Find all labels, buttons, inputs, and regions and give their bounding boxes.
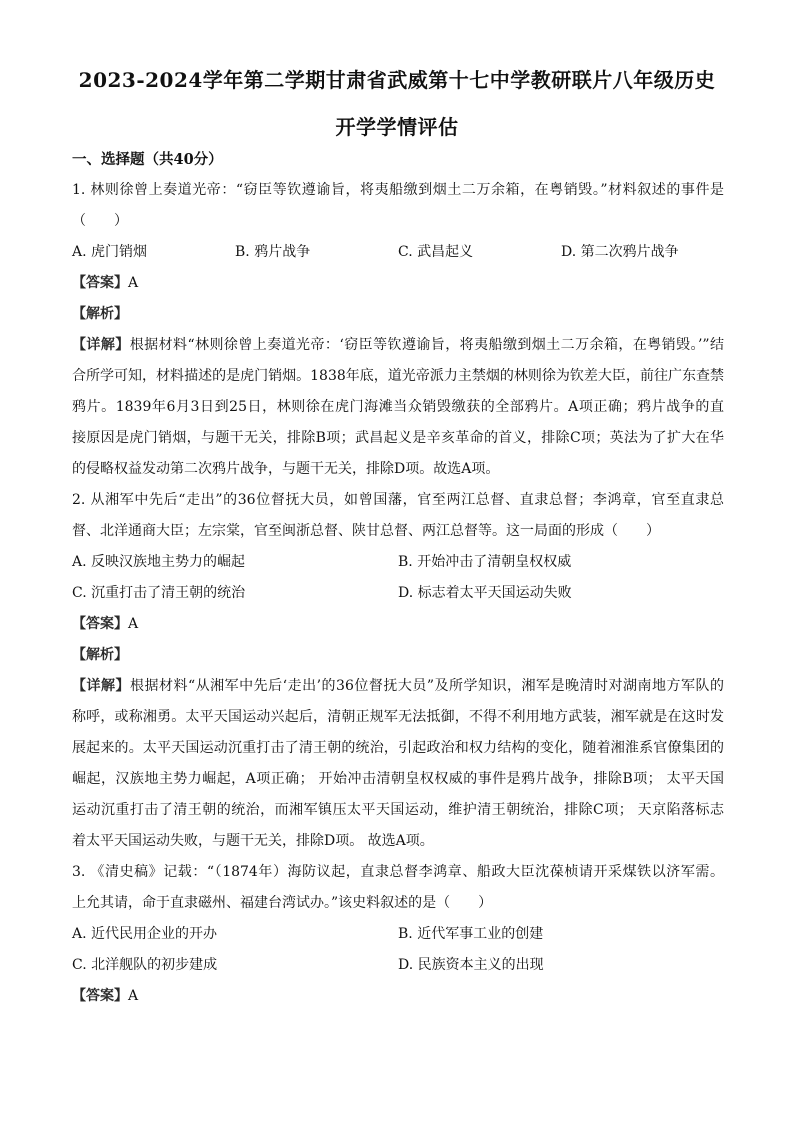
exam-content bbox=[72, 145, 724, 1012]
question-3-options-row-1 bbox=[72, 919, 724, 950]
question-2-options-row-2 bbox=[72, 578, 724, 609]
explanation-line: 的侵略权益发动第二次鸦片战争，与题干无关，排除D项。故选A项。 bbox=[72, 461, 500, 477]
option-c: C. 北洋舰队的初步建成 bbox=[72, 957, 218, 973]
option-a: A. 虎门销烟 bbox=[72, 244, 148, 260]
explanation-line: 运动沉重打击了清王朝的统治，而湘军镇压太平天国运动，维护清王朝统治，排除C项； 天京陷落标志 bbox=[72, 802, 724, 818]
explanation-text: 根据材料“从湘军中先后‘走出’的36位督抚大员”及所学知识，湘军是晚清时对湖南地方军队的 bbox=[130, 678, 724, 694]
section-heading: 一、选择题（共40分） bbox=[72, 151, 223, 168]
question-1-explanation bbox=[72, 330, 724, 485]
analysis-tag: 【解析】 bbox=[72, 306, 128, 322]
stem-line: 上允其请，命于直隶磁州、福建台湾试办。”该史料叙述的是（ ） bbox=[72, 895, 493, 911]
option-d: D. 第二次鸦片战争 bbox=[561, 244, 679, 260]
question-2-options-row-1 bbox=[72, 547, 724, 578]
explanation-line bbox=[72, 330, 724, 361]
question-3-answer bbox=[72, 981, 724, 1012]
answer-value: A bbox=[128, 275, 139, 291]
stem-line: 3. 《清史稿》记载：“（1874年）海防议起，直隶总督李鸿章、船政大臣沈葆桢请开采煤铁以济军需。 bbox=[72, 864, 724, 880]
option-b: B. 近代军事工业的创建 bbox=[398, 926, 544, 942]
question-1-options bbox=[72, 237, 724, 268]
option-b: B. 鸦片战争 bbox=[235, 244, 311, 260]
question-1-analysis-heading bbox=[72, 299, 724, 330]
option-d: D. 标志着太平天国运动失败 bbox=[398, 585, 572, 601]
stem-line: 1. 林则徐曾上奏道光帝：“窃臣等钦遵谕旨，将夷船缴到烟土二万余箱，在粤销毁。”材料叙述的事件是 bbox=[72, 182, 724, 198]
explanation-line: 鸦片。1839年6月3日到25日，林则徐在虎门海滩当众销毁缴获的全部鸦片。A项正确；鸦片战争的直 bbox=[72, 399, 724, 415]
stem-line: 2. 从湘军中先后“走出”的36位督抚大员，如曾国藩，官至两江总督、直隶总督；李鸿章，官至直隶总 bbox=[72, 492, 724, 508]
question-2-explanation bbox=[72, 671, 724, 857]
question-2 bbox=[72, 485, 724, 857]
explanation-line: 合所学可知，材料描述的是虎门销烟。1838年底，道光帝派力主禁烟的林则徐为钦差大臣，前往广东查禁 bbox=[72, 368, 724, 384]
answer-tag: 【答案】 bbox=[72, 988, 128, 1004]
question-1 bbox=[72, 175, 724, 485]
option-d: D. 民族资本主义的出现 bbox=[398, 957, 544, 973]
question-3 bbox=[72, 857, 724, 1012]
explanation-line: 展起来的。太平天国运动沉重打击了清王朝的统治，引起政治和权力结构的变化，随着湘淮系官僚集团的 bbox=[72, 740, 724, 756]
question-2-answer bbox=[72, 609, 724, 640]
answer-value: A bbox=[128, 988, 139, 1004]
stem-line: （ ） bbox=[72, 213, 128, 229]
analysis-tag: 【解析】 bbox=[72, 647, 128, 663]
answer-value: A bbox=[128, 616, 139, 632]
answer-tag: 【答案】 bbox=[72, 616, 128, 632]
explanation-line: 接原因是虎门销烟，与题干无关，排除B项；武昌起义是辛亥革命的首义，排除C项；英法为了扩大在华 bbox=[72, 430, 724, 446]
option-c: C. 武昌起义 bbox=[398, 244, 474, 260]
explanation-line bbox=[72, 671, 724, 702]
option-b: B. 开始冲击了清朝皇权权威 bbox=[398, 554, 572, 570]
explanation-line: 称呼，或称湘勇。太平天国运动兴起后，清朝正规军无法抵御，不得不利用地方武装，湘军就是在这时发 bbox=[72, 709, 724, 725]
answer-tag: 【答案】 bbox=[72, 275, 128, 291]
explanation-line: 崛起，汉族地主势力崛起，A项正确； 开始冲击清朝皇权权威的事件是鸦片战争，排除B项； 太平天国 bbox=[72, 771, 724, 787]
question-2-analysis-heading bbox=[72, 640, 724, 671]
question-2-stem bbox=[72, 485, 724, 547]
question-3-options-row-2 bbox=[72, 950, 724, 981]
exam-title-line-1: 2023-2024学年第二学期甘肃省武威第十七中学教研联片八年级历史 bbox=[78, 68, 716, 92]
detail-tag: 【详解】 bbox=[72, 678, 130, 694]
option-a: A. 反映汉族地主势力的崛起 bbox=[72, 554, 246, 570]
question-1-answer bbox=[72, 268, 724, 299]
option-a: A. 近代民用企业的开办 bbox=[72, 926, 218, 942]
explanation-text: 根据材料“林则徐曾上奏道光帝：‘窃臣等钦遵谕旨，将夷船缴到烟土二万余箱，在粤销毁。’”结 bbox=[129, 337, 724, 353]
explanation-line: 着太平天国运动失败，与题干无关，排除D项。 故选A项。 bbox=[72, 833, 434, 849]
detail-tag: 【详解】 bbox=[72, 337, 130, 353]
option-c: C. 沉重打击了清王朝的统治 bbox=[72, 585, 246, 601]
exam-title-line-2: 开学学情评估 bbox=[335, 115, 459, 139]
question-3-stem bbox=[72, 857, 724, 919]
stem-line: 督、北洋通商大臣；左宗棠，官至闽浙总督、陕甘总督、两江总督等。这一局面的形成（ ） bbox=[72, 523, 660, 539]
question-1-stem bbox=[72, 175, 724, 237]
